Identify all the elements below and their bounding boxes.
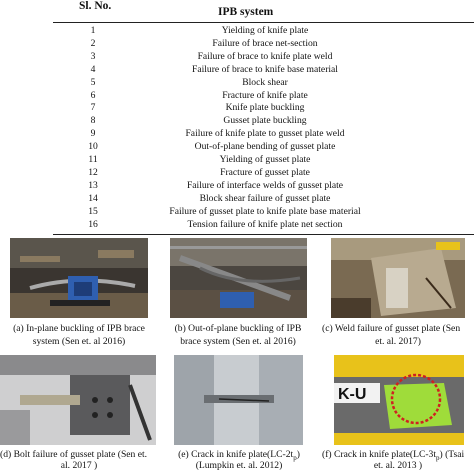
caption-e-line1-text: (e) Crack in knife plate(LC-2t (178, 449, 294, 460)
caption-c-line1: (c) Weld failure of gusset plate (Sen (322, 323, 461, 334)
row-number: 16 (88, 218, 98, 230)
caption-e-line2: (Lumpkin et. al. 2012) (195, 460, 283, 471)
photo-bolt-failure (0, 355, 156, 445)
caption-d-line2: al. 2017 ) (60, 460, 98, 471)
row-failure-mode: Out-of-plane bending of gusset plate (194, 141, 336, 153)
row-number: 2 (90, 37, 96, 49)
row-failure-mode: Block shear (242, 76, 288, 88)
row-failure-mode: Failure of gusset plate to knife plate base material (169, 205, 361, 217)
row-number: 1 (90, 25, 96, 36)
row-failure-mode: Yielding of knife plate (221, 25, 309, 36)
table-row (0, 219, 474, 231)
caption-f-line2: et. al. 2013 ) (373, 460, 423, 471)
row-failure-mode: Gusset plate buckling (223, 115, 307, 127)
table-row (0, 102, 474, 114)
row-number: 15 (88, 205, 98, 217)
row-failure-mode: Block shear failure of gusset plate (199, 192, 331, 204)
row-number: 3 (90, 50, 96, 62)
row-number: 9 (90, 128, 96, 140)
caption-d-line1: (d) Bolt failure of gusset plate (Sen et. (0, 449, 148, 460)
row-number: 14 (88, 192, 98, 204)
header-ipb-system: IPB system (218, 6, 274, 18)
table-row (0, 167, 474, 179)
table-row (0, 141, 474, 153)
sign-text: K-U (338, 386, 367, 403)
table-row (0, 77, 474, 89)
photo-out-of-plane-buckling (170, 238, 307, 318)
table-row (0, 25, 474, 37)
caption-b-line2: brace system (Sen et. al 2016) (180, 336, 296, 347)
row-failure-mode: Fracture of knife plate (222, 89, 308, 101)
table-row (0, 193, 474, 205)
caption-f-line1-close: ) (Tsai (439, 449, 465, 460)
table-top-rule (53, 22, 474, 23)
photo-crack-knife-plate-2tp (174, 355, 303, 445)
row-number: 10 (88, 141, 98, 153)
row-failure-mode: Failure of interface welds of gusset plate (186, 179, 344, 191)
table-row (0, 51, 474, 63)
table-row (0, 38, 474, 50)
table-bottom-rule (53, 234, 474, 235)
row-number: 8 (90, 115, 96, 127)
table-row (0, 154, 474, 166)
caption-f-subscript: p (436, 453, 440, 462)
row-failure-mode: Failure of knife plate to gusset plate weld (185, 128, 345, 140)
photo-weld-failure (331, 238, 465, 318)
row-failure-mode: Knife plate buckling (225, 102, 305, 114)
row-failure-mode: Yielding of gusset plate (219, 154, 311, 165)
table-row (0, 90, 474, 102)
row-number: 6 (90, 89, 96, 101)
caption-e-subscript: p (293, 453, 297, 462)
row-number: 12 (88, 166, 98, 178)
caption-a-line2: system (Sen et. al 2016) (32, 336, 126, 347)
row-number: 13 (88, 179, 98, 191)
row-number: 11 (88, 154, 98, 165)
row-number: 7 (90, 102, 96, 114)
row-failure-mode: Fracture of gusset plate (220, 166, 310, 178)
photo-crack-knife-plate-3tp (334, 355, 464, 445)
table-row (0, 115, 474, 127)
caption-b-line1: (b) Out-of-plane buckling of IPB (174, 323, 302, 334)
caption-f-line1-text: (f) Crack in knife plate(LC-3t (322, 449, 437, 460)
caption-c-line2: et. al. 2017) (375, 336, 421, 347)
photo-in-plane-buckling (10, 238, 148, 318)
table-row (0, 64, 474, 76)
row-number: 4 (90, 63, 96, 75)
table-row (0, 180, 474, 192)
row-failure-mode: Failure of brace to knife plate weld (197, 50, 333, 62)
header-sl-no: Sl. No. (79, 0, 112, 12)
row-failure-mode: Failure of brace to knife base material (192, 63, 338, 75)
table-row (0, 128, 474, 140)
caption-e-line1-close: ) (296, 449, 300, 460)
row-failure-mode: Tension failure of knife plate net section (187, 218, 343, 230)
table-row (0, 206, 474, 218)
row-failure-mode: Failure of brace net-section (212, 37, 318, 49)
row-number: 5 (90, 76, 96, 88)
caption-a-line1: (a) In-plane buckling of IPB brace (13, 323, 145, 334)
